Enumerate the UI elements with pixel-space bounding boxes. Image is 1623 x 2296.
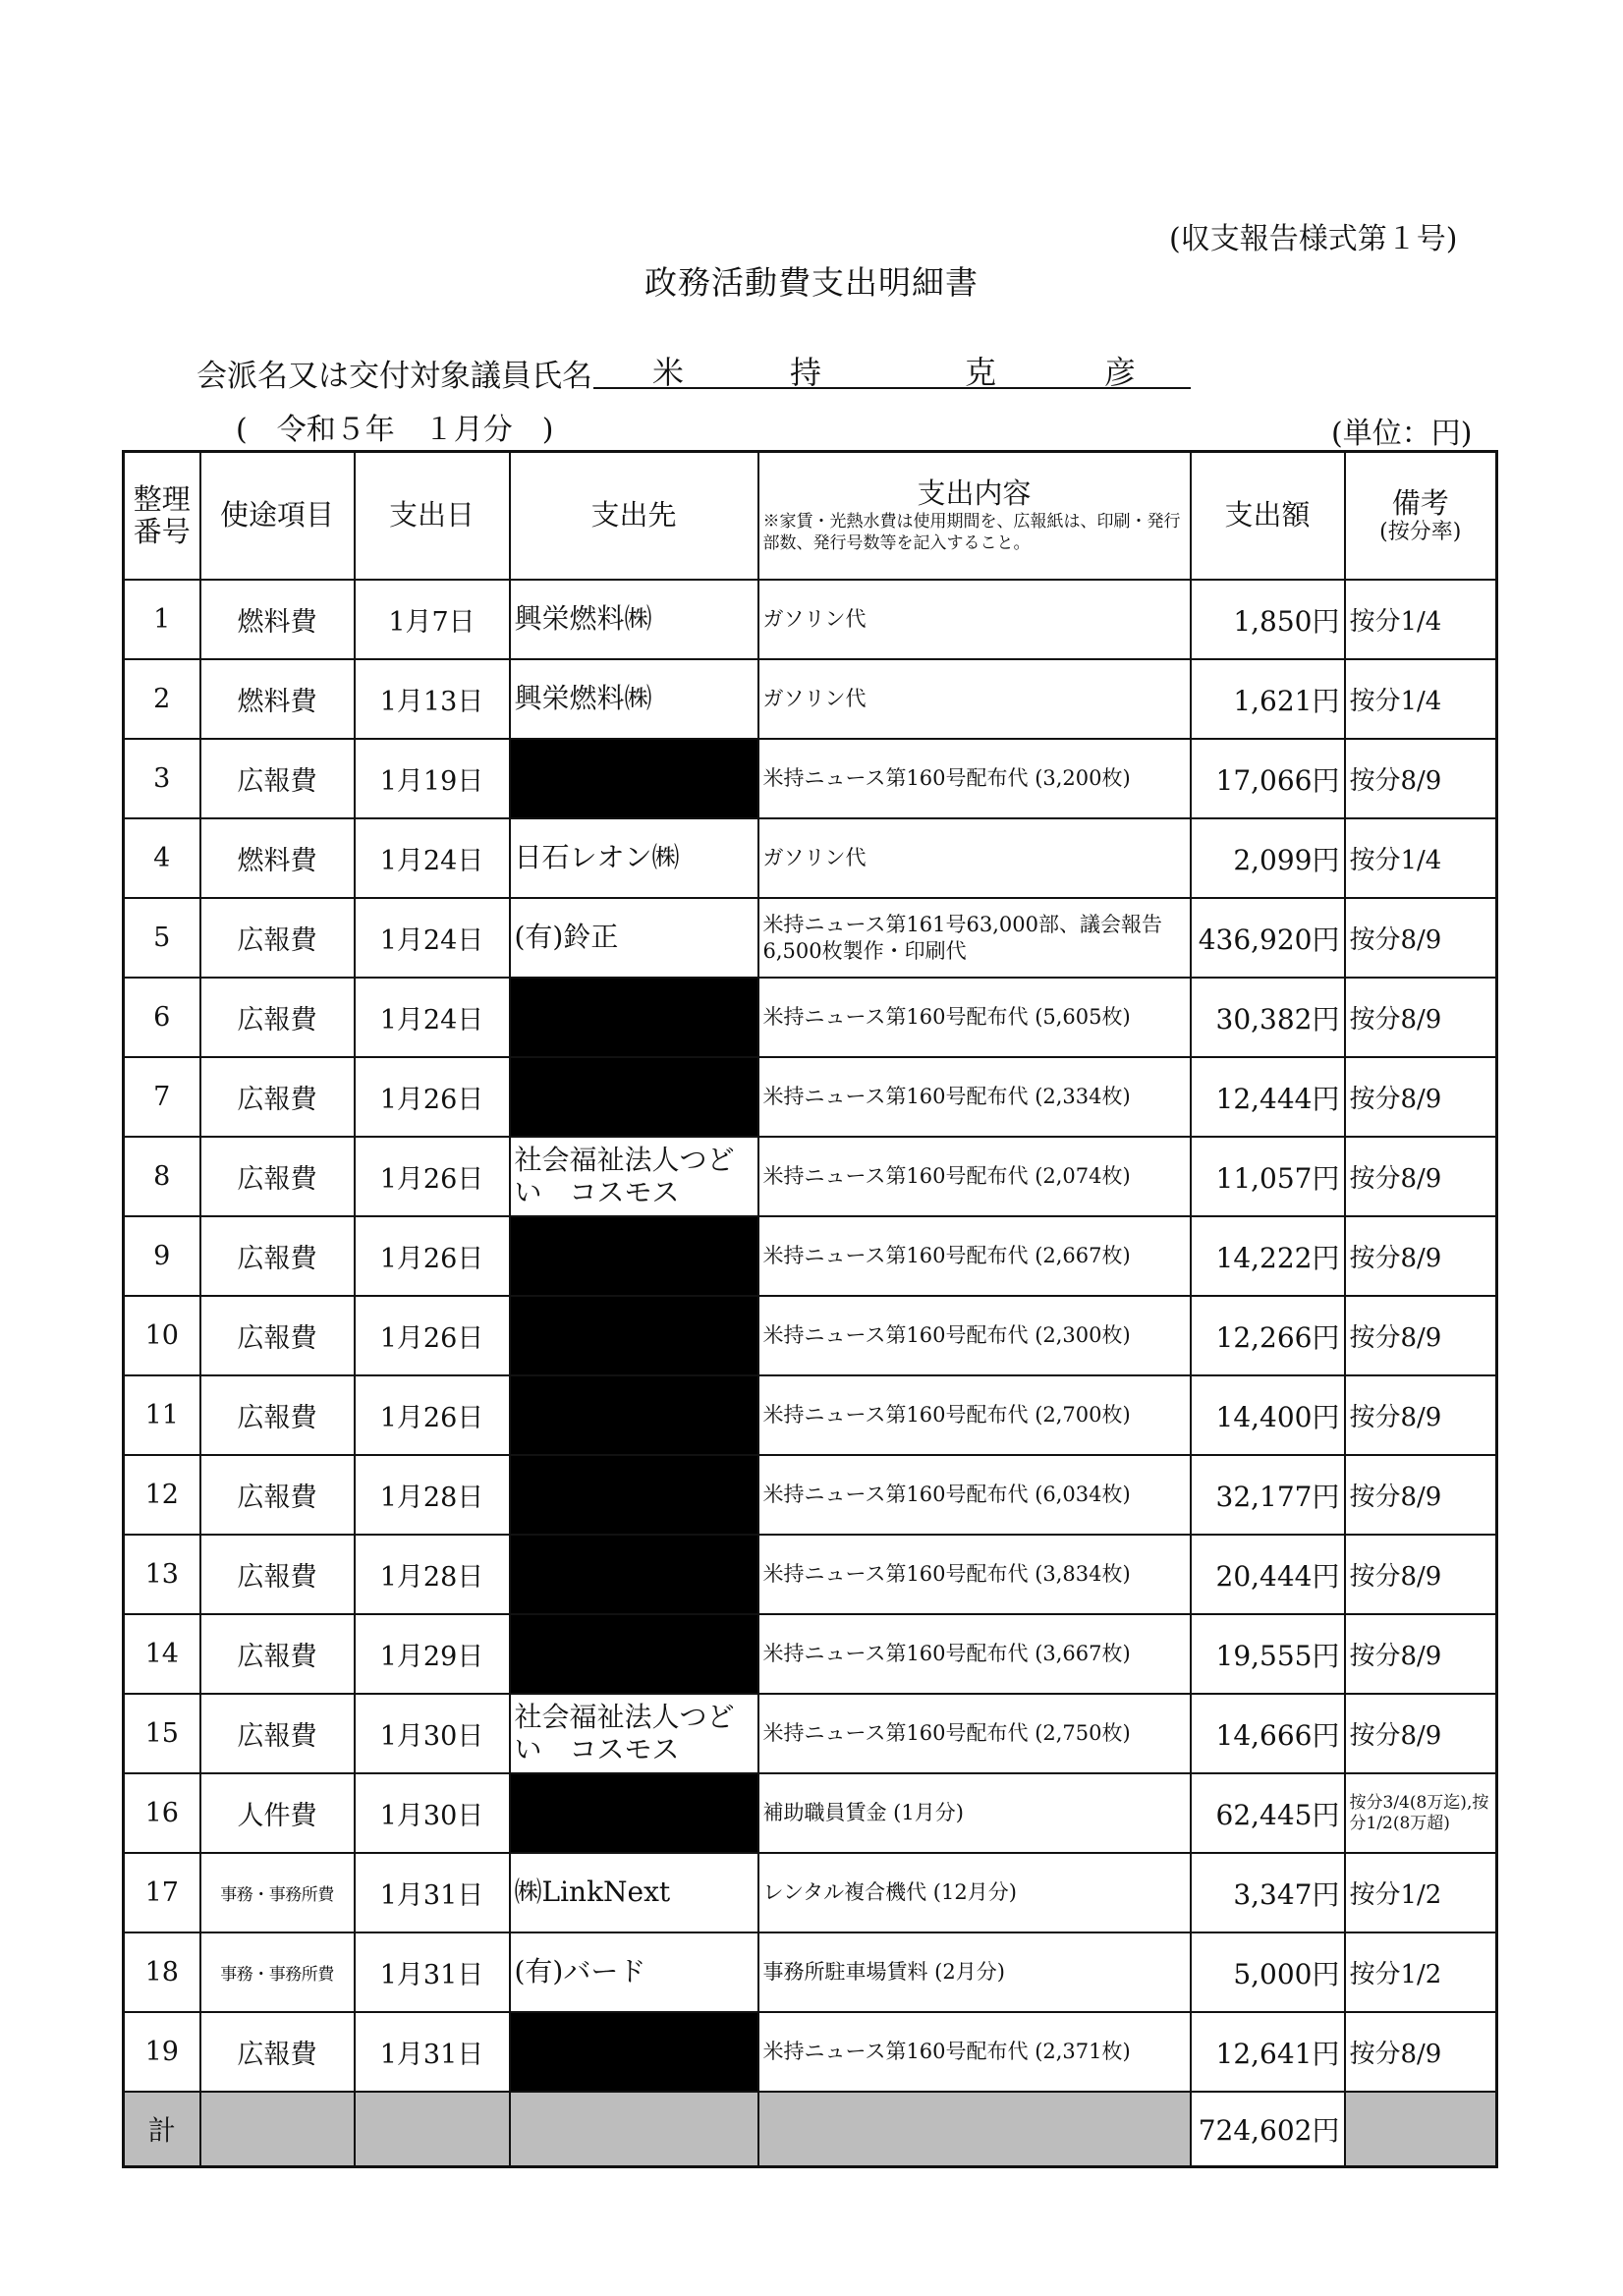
row-remarks: 按分1/4	[1345, 580, 1497, 659]
row-category: 広報費	[200, 1614, 355, 1694]
row-category: 広報費	[200, 1057, 355, 1137]
remarks-header-label: 備考	[1391, 485, 1449, 520]
row-remarks: 按分1/4	[1345, 818, 1497, 898]
row-amount: 14,222円	[1191, 1216, 1345, 1296]
row-date: 1月28日	[355, 1455, 510, 1535]
row-remarks: 按分8/9	[1345, 898, 1497, 978]
total-amount: 724,602円	[1191, 2092, 1345, 2167]
redacted-payee	[510, 1614, 758, 1694]
row-category: 燃料費	[200, 659, 355, 739]
row-date: 1月31日	[355, 2012, 510, 2092]
row-payee: 社会福祉法人つどい コスモス	[510, 1137, 758, 1216]
row-description: 米持ニュース第160号配布代 (2,300枚)	[758, 1296, 1191, 1375]
row-date: 1月26日	[355, 1057, 510, 1137]
total-blank	[510, 2092, 758, 2167]
row-number: 13	[124, 1535, 200, 1614]
row-date: 1月26日	[355, 1216, 510, 1296]
row-description: 米持ニュース第161号63,000部、議会報告6,500枚製作・印刷代	[758, 898, 1191, 978]
row-date: 1月26日	[355, 1296, 510, 1375]
redacted-payee	[510, 1216, 758, 1296]
col-header-amount: 支出額	[1191, 452, 1345, 581]
row-description: ガソリン代	[758, 580, 1191, 659]
row-description: 米持ニュース第160号配布代 (2,371枚)	[758, 2012, 1191, 2092]
row-date: 1月7日	[355, 580, 510, 659]
row-number: 4	[124, 818, 200, 898]
row-amount: 1,850円	[1191, 580, 1345, 659]
row-category: 広報費	[200, 898, 355, 978]
row-payee: 日石レオン㈱	[510, 818, 758, 898]
row-number: 12	[124, 1455, 200, 1535]
member-name-char: 克	[965, 354, 997, 391]
row-category: 広報費	[200, 978, 355, 1057]
row-category: 燃料費	[200, 818, 355, 898]
col-header-description	[758, 452, 1191, 581]
redacted-payee	[510, 978, 758, 1057]
table-row	[124, 1694, 1497, 1773]
row-amount: 30,382円	[1191, 978, 1345, 1057]
row-remarks: 按分8/9	[1345, 2012, 1497, 2092]
row-number: 15	[124, 1694, 200, 1773]
row-remarks: 按分1/2	[1345, 1932, 1497, 2012]
row-category: 広報費	[200, 739, 355, 818]
row-category: 広報費	[200, 1375, 355, 1455]
row-date: 1月28日	[355, 1535, 510, 1614]
row-amount: 2,099円	[1191, 818, 1345, 898]
row-date: 1月31日	[355, 1932, 510, 2012]
row-remarks: 按分3/4(8万迄),按分1/2(8万超)	[1345, 1773, 1497, 1853]
row-remarks: 按分8/9	[1345, 1057, 1497, 1137]
total-blank	[200, 2092, 355, 2167]
table-row	[124, 1137, 1497, 1216]
table-row	[124, 1614, 1497, 1694]
row-date: 1月24日	[355, 978, 510, 1057]
row-category: 事務・事務所費	[200, 1932, 355, 2012]
table-row	[124, 1932, 1497, 2012]
member-name-char: 彦	[1104, 354, 1137, 391]
row-amount: 1,621円	[1191, 659, 1345, 739]
member-label: 会派名又は交付対象議員氏名	[196, 359, 592, 394]
col-header-date: 支出日	[355, 452, 510, 581]
row-date: 1月26日	[355, 1137, 510, 1216]
row-number: 3	[124, 739, 200, 818]
row-category: 広報費	[200, 2012, 355, 2092]
row-description: 補助職員賃金 (1月分)	[758, 1773, 1191, 1853]
form-number: (収支報告様式第１号)	[1169, 222, 1458, 256]
redacted-payee	[510, 1773, 758, 1853]
row-category: 広報費	[200, 1216, 355, 1296]
row-date: 1月31日	[355, 1853, 510, 1932]
table-row	[124, 739, 1497, 818]
row-payee: 社会福祉法人つどい コスモス	[510, 1694, 758, 1773]
redacted-payee	[510, 739, 758, 818]
col-header-no: 整理番号	[124, 452, 200, 581]
row-amount: 11,057円	[1191, 1137, 1345, 1216]
row-remarks: 按分8/9	[1345, 1535, 1497, 1614]
table-row	[124, 1057, 1497, 1137]
table-row	[124, 659, 1497, 739]
table-row	[124, 2012, 1497, 2092]
row-number: 14	[124, 1614, 200, 1694]
row-payee: 興栄燃料㈱	[510, 659, 758, 739]
row-category: 広報費	[200, 1137, 355, 1216]
row-number: 17	[124, 1853, 200, 1932]
row-description: 米持ニュース第160号配布代 (3,667枚)	[758, 1614, 1191, 1694]
table-row	[124, 1296, 1497, 1375]
row-remarks: 按分1/2	[1345, 1853, 1497, 1932]
row-description: 事務所駐車場賃料 (2月分)	[758, 1932, 1191, 2012]
row-description: 米持ニュース第160号配布代 (2,334枚)	[758, 1057, 1191, 1137]
row-amount: 62,445円	[1191, 1773, 1345, 1853]
row-number: 6	[124, 978, 200, 1057]
row-amount: 19,555円	[1191, 1614, 1345, 1694]
member-name	[593, 344, 1191, 389]
member-name-char: 米	[652, 354, 685, 391]
row-amount: 14,666円	[1191, 1694, 1345, 1773]
row-payee: (有)鈴正	[510, 898, 758, 978]
row-description: 米持ニュース第160号配布代 (6,034枚)	[758, 1455, 1191, 1535]
table-row	[124, 1216, 1497, 1296]
table-header-row	[124, 452, 1497, 581]
table-row	[124, 818, 1497, 898]
row-remarks: 按分8/9	[1345, 1455, 1497, 1535]
row-description: ガソリン代	[758, 659, 1191, 739]
row-payee: (有)バード	[510, 1932, 758, 2012]
row-remarks: 按分8/9	[1345, 978, 1497, 1057]
currency-unit: (単位：円)	[1331, 417, 1473, 451]
total-blank	[758, 2092, 1191, 2167]
row-category: 広報費	[200, 1296, 355, 1375]
col-header-remarks	[1345, 452, 1497, 581]
col-header-category: 使途項目	[200, 452, 355, 581]
row-payee: ㈱LinkNext	[510, 1853, 758, 1932]
redacted-payee	[510, 1375, 758, 1455]
table-row	[124, 1853, 1497, 1932]
row-date: 1月30日	[355, 1694, 510, 1773]
row-remarks: 按分8/9	[1345, 1694, 1497, 1773]
table-row	[124, 580, 1497, 659]
row-remarks: 按分8/9	[1345, 1216, 1497, 1296]
row-number: 9	[124, 1216, 200, 1296]
row-amount: 20,444円	[1191, 1535, 1345, 1614]
expenditure-table	[122, 450, 1498, 2168]
row-date: 1月26日	[355, 1375, 510, 1455]
row-amount: 436,920円	[1191, 898, 1345, 978]
row-description: 米持ニュース第160号配布代 (2,074枚)	[758, 1137, 1191, 1216]
row-amount: 17,066円	[1191, 739, 1345, 818]
row-date: 1月24日	[355, 818, 510, 898]
redacted-payee	[510, 1535, 758, 1614]
total-row	[124, 2092, 1497, 2167]
row-payee: 興栄燃料㈱	[510, 580, 758, 659]
description-header-note: ※家賃・光熱水費は使用期間を、広報紙は、印刷・発行部数、発行号数等を記入すること。	[762, 512, 1181, 553]
row-date: 1月19日	[355, 739, 510, 818]
row-amount: 12,444円	[1191, 1057, 1345, 1137]
row-date: 1月29日	[355, 1614, 510, 1694]
row-category: 事務・事務所費	[200, 1853, 355, 1932]
remarks-header-sub: (按分率)	[1379, 520, 1462, 545]
row-description: 米持ニュース第160号配布代 (5,605枚)	[758, 978, 1191, 1057]
redacted-payee	[510, 1057, 758, 1137]
table-row	[124, 978, 1497, 1057]
row-number: 11	[124, 1375, 200, 1455]
row-amount: 12,266円	[1191, 1296, 1345, 1375]
row-category: 広報費	[200, 1455, 355, 1535]
row-remarks: 按分8/9	[1345, 1614, 1497, 1694]
row-amount: 12,641円	[1191, 2012, 1345, 2092]
row-category: 広報費	[200, 1694, 355, 1773]
row-number: 8	[124, 1137, 200, 1216]
row-amount: 5,000円	[1191, 1932, 1345, 2012]
row-number: 16	[124, 1773, 200, 1853]
row-amount: 3,347円	[1191, 1853, 1345, 1932]
table-row	[124, 1535, 1497, 1614]
row-number: 5	[124, 898, 200, 978]
redacted-payee	[510, 1296, 758, 1375]
document-title: 政務活動費支出明細書	[644, 263, 979, 302]
description-header-label: 支出内容	[917, 476, 1032, 511]
row-remarks: 按分8/9	[1345, 739, 1497, 818]
row-number: 19	[124, 2012, 200, 2092]
row-number: 7	[124, 1057, 200, 1137]
redacted-payee	[510, 1455, 758, 1535]
total-blank	[355, 2092, 510, 2167]
row-remarks: 按分1/4	[1345, 659, 1497, 739]
row-amount: 14,400円	[1191, 1375, 1345, 1455]
row-description: 米持ニュース第160号配布代 (3,834枚)	[758, 1535, 1191, 1614]
row-description: レンタル複合機代 (12月分)	[758, 1853, 1191, 1932]
row-category: 広報費	[200, 1535, 355, 1614]
row-description: 米持ニュース第160号配布代 (2,700枚)	[758, 1375, 1191, 1455]
row-number: 18	[124, 1932, 200, 2012]
member-name-char: 持	[790, 354, 822, 391]
row-number: 1	[124, 580, 200, 659]
table-row	[124, 1455, 1497, 1535]
row-description: 米持ニュース第160号配布代 (3,200枚)	[758, 739, 1191, 818]
row-description: ガソリン代	[758, 818, 1191, 898]
row-number: 10	[124, 1296, 200, 1375]
row-number: 2	[124, 659, 200, 739]
total-label: 計	[124, 2092, 200, 2167]
row-remarks: 按分8/9	[1345, 1137, 1497, 1216]
row-date: 1月30日	[355, 1773, 510, 1853]
row-date: 1月24日	[355, 898, 510, 978]
table-row	[124, 898, 1497, 978]
row-date: 1月13日	[355, 659, 510, 739]
row-remarks: 按分8/9	[1345, 1375, 1497, 1455]
table-row	[124, 1375, 1497, 1455]
row-description: 米持ニュース第160号配布代 (2,750枚)	[758, 1694, 1191, 1773]
total-blank	[1345, 2092, 1497, 2167]
col-header-payee: 支出先	[510, 452, 758, 581]
reporting-period: ( 令和５年 １月分 )	[236, 413, 554, 447]
row-category: 人件費	[200, 1773, 355, 1853]
redacted-payee	[510, 2012, 758, 2092]
row-remarks: 按分8/9	[1345, 1296, 1497, 1375]
row-description: 米持ニュース第160号配布代 (2,667枚)	[758, 1216, 1191, 1296]
row-amount: 32,177円	[1191, 1455, 1345, 1535]
row-category: 燃料費	[200, 580, 355, 659]
table-row	[124, 1773, 1497, 1853]
